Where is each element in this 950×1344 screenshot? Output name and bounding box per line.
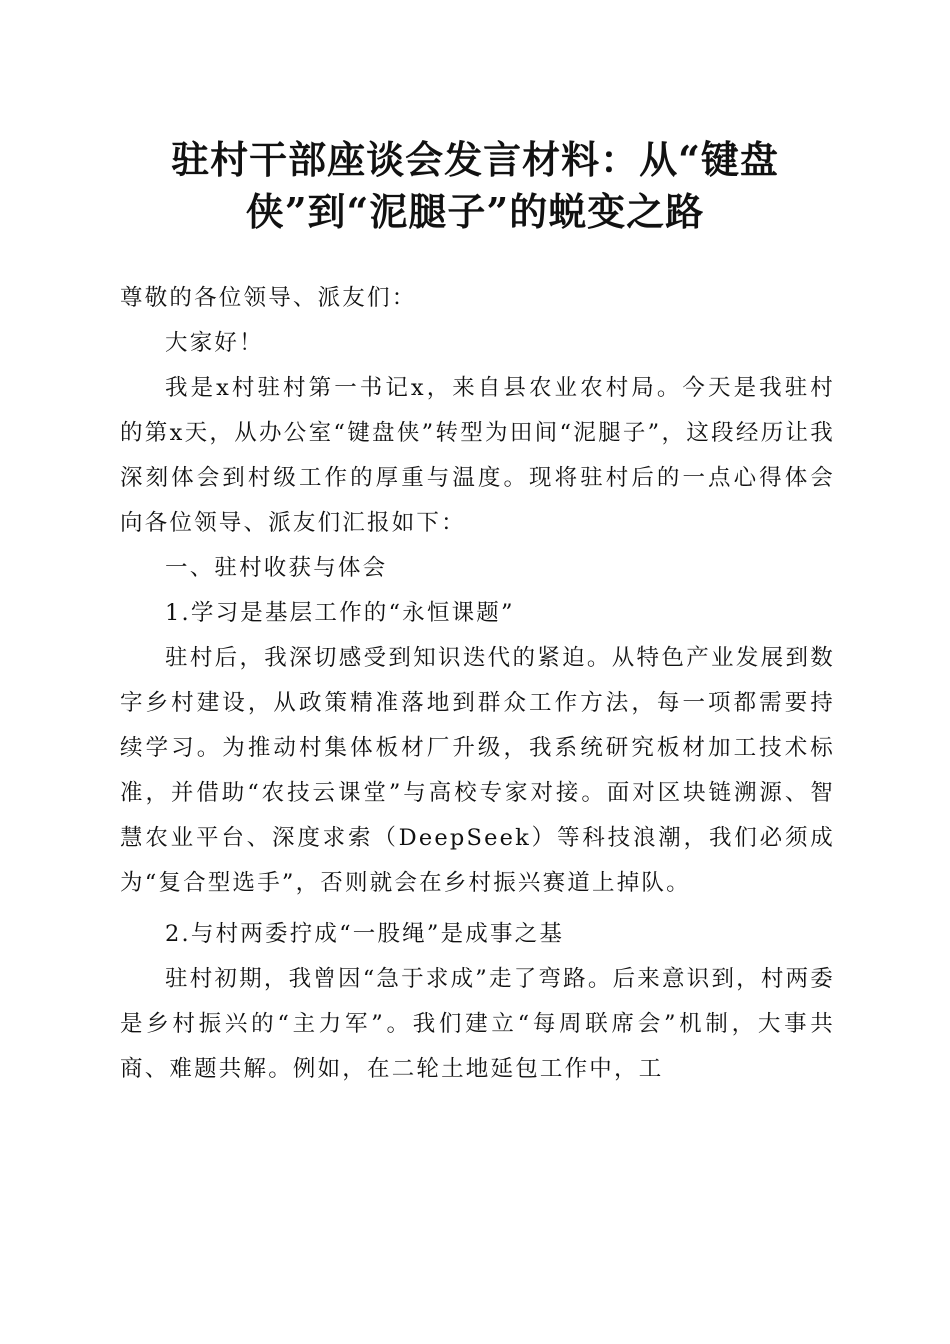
subheading-2: 2.与村两委拧成“一股绳”是成事之基: [165, 921, 565, 947]
section-heading-1: 一、驻村收获与体会: [165, 555, 388, 581]
paragraph-village-committee: 驻村初期，我曾因“急于求成”走了弯路。后来意识到，村两委是乡村振兴的“主力军”。我们建立“每周联席会”机制，大事共商、难题共解。例如，在二轮土地延包工作中，工: [120, 966, 835, 1082]
title-line-2: 侠”到“泥腿子”的蜕变之路: [245, 189, 705, 234]
title-line-1: 驻村干部座谈会发言材料：从“键盘: [171, 137, 779, 182]
subheading-1: 1.学习是基层工作的“永恒课题”: [165, 600, 515, 626]
greeting: 大家好！: [165, 330, 264, 356]
document-body: [120, 276, 835, 1092]
document-title: [120, 134, 830, 238]
salutation: 尊敬的各位领导、派友们：: [120, 285, 417, 311]
intro-paragraph: 我是x村驻村第一书记x，来自县农业农村局。今天是我驻村的第x天，从办公室“键盘侠”转型为田间“泥腿子”，这段经历让我深刻体会到村级工作的厚重与温度。现将驻村后的一点心得体会向各位领导、派友们汇报如下：: [120, 375, 835, 536]
paragraph-learning: 驻村后，我深切感受到知识迭代的紧迫。从特色产业发展到数字乡村建设，从政策精准落地到群众工作方法，每一项都需要持续学习。为推动村集体板材厂升级，我系统研究板材加工技术标准，并借助“农技云课堂”与高校专家对接。面对区块链溯源、智慧农业平台、深度求索（DeepSeek）等科技浪潮，我们必须成为“复合型选手”，否则就会在乡村振兴赛道上掉队。: [120, 645, 835, 896]
